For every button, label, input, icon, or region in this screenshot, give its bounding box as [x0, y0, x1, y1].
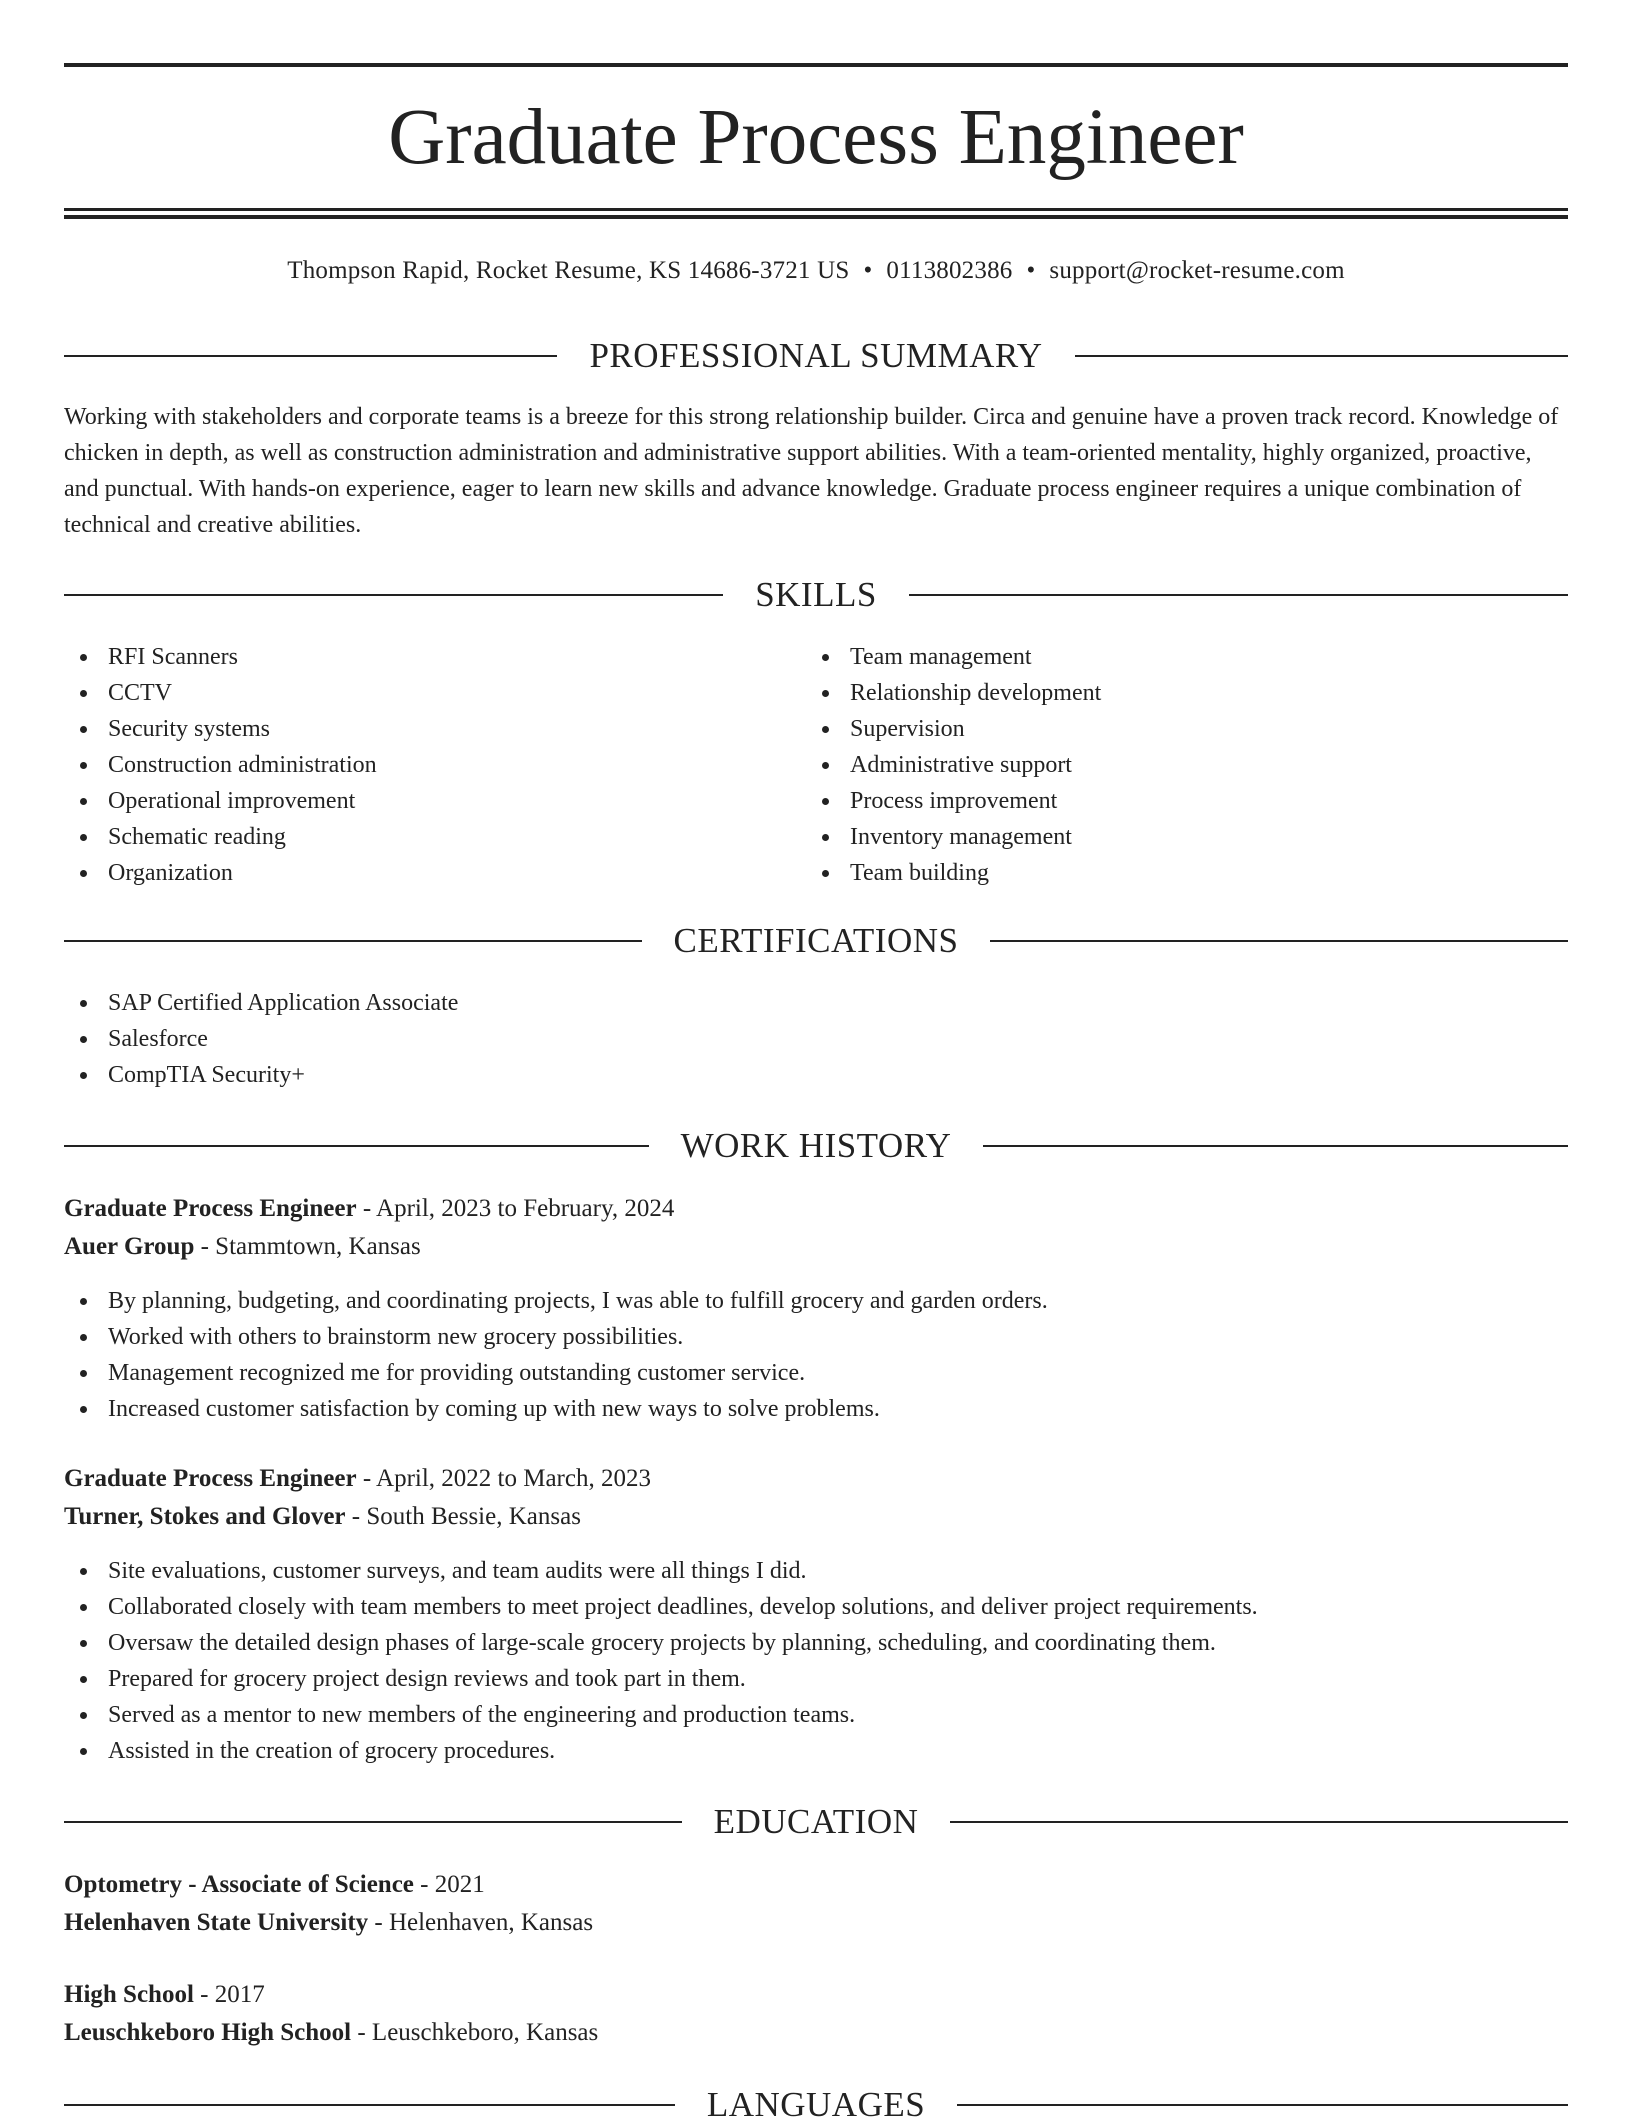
education-entry: [64, 1866, 593, 1942]
skill-item: RFI Scanners: [64, 639, 784, 675]
education-degree-line: [64, 1866, 593, 1904]
section-rule: [990, 940, 1568, 942]
job-dates: - April, 2022 to March, 2023: [356, 1465, 651, 1492]
section-header-work: [64, 1124, 1568, 1168]
job-bullets: [64, 1283, 1048, 1427]
job-title-line: [64, 1190, 674, 1228]
job-bullet: Oversaw the detailed design phases of large-scale grocery projects by planning, scheduling, and coordinating them.: [64, 1625, 1258, 1661]
job-bullet: Management recognized me for providing outstanding customer service.: [64, 1355, 1048, 1391]
education-degree-line: [64, 1976, 598, 2014]
job-bullet: Prepared for grocery project design reviews and took part in them.: [64, 1661, 1258, 1697]
skill-item: Team building: [806, 855, 1526, 891]
section-title-skills: SKILLS: [755, 575, 877, 614]
certification-item: Salesforce: [64, 1021, 1464, 1057]
job-location: - South Bessie, Kansas: [345, 1503, 581, 1530]
section-header-education: [64, 1800, 1568, 1844]
job-title: Graduate Process Engineer: [64, 1195, 357, 1222]
contact-email[interactable]: support@rocket-resume.com: [1049, 257, 1345, 284]
skill-item: Relationship development: [806, 675, 1526, 711]
education-school: Leuschkeboro High School: [64, 2019, 352, 2046]
job-bullet: Served as a mentor to new members of the engineering and production teams.: [64, 1697, 1258, 1733]
job-bullet: Increased customer satisfaction by coming up with new ways to solve problems.: [64, 1391, 1048, 1427]
skill-item: Organization: [64, 855, 784, 891]
job-company-line: [64, 1498, 651, 1536]
education-degree: High School: [64, 1981, 194, 2008]
education-location: - Leuschkeboro, Kansas: [351, 2019, 599, 2046]
job-dates: - April, 2023 to February, 2024: [356, 1195, 675, 1222]
certifications-list: [64, 985, 1464, 1093]
job-company: Turner, Stokes and Glover: [64, 1503, 346, 1530]
job-bullet: Site evaluations, customer surveys, and team audits were all things I did.: [64, 1553, 1258, 1589]
skill-item: Team management: [806, 639, 1526, 675]
section-title-certifications: CERTIFICATIONS: [673, 921, 959, 960]
education-school-line: [64, 2014, 598, 2052]
education-school-line: [64, 1904, 593, 1942]
top-rule: [64, 63, 1568, 67]
summary-text: Working with stakeholders and corporate teams is a breeze for this strong relationship builder. Circa and genuine have a proven track record. Knowledge of chicken in depth, as well as construction administration and administrative support abilities. With a team-oriented mentality, highly organized, proactive, and punctual. With hands-on experience, eager to learn new skills and advance knowledge. Graduate process engineer requires a unique combination of technical and creative abilities.: [64, 404, 1559, 538]
job-company: Auer Group: [64, 1233, 195, 1260]
job-bullet: Worked with others to brainstorm new grocery possibilities.: [64, 1319, 1048, 1355]
section-rule: [957, 2104, 1568, 2106]
contact-separator: •: [863, 257, 873, 284]
skill-item: CCTV: [64, 675, 784, 711]
section-title-summary: PROFESSIONAL SUMMARY: [589, 336, 1043, 375]
section-rule: [64, 1145, 649, 1147]
skill-item: Inventory management: [806, 819, 1526, 855]
job-bullets: [64, 1553, 1258, 1769]
certification-item: SAP Certified Application Associate: [64, 985, 1464, 1021]
section-header-skills: [64, 573, 1568, 617]
section-rule: [950, 1821, 1568, 1823]
section-title-education: EDUCATION: [713, 1802, 919, 1841]
section-header-summary: [64, 334, 1568, 378]
contact-line: [64, 253, 1568, 289]
section-rule: [64, 355, 557, 357]
section-rule: [983, 1145, 1568, 1147]
education-year: - 2017: [193, 1981, 265, 2008]
contact-separator: •: [1026, 257, 1036, 284]
job-company-line: [64, 1228, 674, 1266]
education-location: - Helenhaven, Kansas: [368, 1909, 594, 1936]
job-title-line: [64, 1460, 651, 1498]
job-bullet: Assisted in the creation of grocery procedures.: [64, 1733, 1258, 1769]
section-title-work: WORK HISTORY: [680, 1126, 952, 1165]
skill-item: Security systems: [64, 711, 784, 747]
education-degree: Optometry - Associate of Science: [64, 1871, 414, 1898]
job-bullet: Collaborated closely with team members to meet project deadlines, develop solutions, and deliver project requirements.: [64, 1589, 1258, 1625]
section-rule: [64, 940, 642, 942]
section-header-certifications: [64, 919, 1568, 963]
certification-item: CompTIA Security+: [64, 1057, 1464, 1093]
skill-item: Supervision: [806, 711, 1526, 747]
page-title: Graduate Process Engineer: [388, 94, 1244, 181]
section-rule: [64, 594, 723, 596]
skill-item: Administrative support: [806, 747, 1526, 783]
section-rule: [64, 1821, 682, 1823]
title-rule-upper: [64, 208, 1568, 211]
section-rule: [1075, 355, 1568, 357]
section-title-languages: LANGUAGES: [706, 2085, 926, 2124]
education-year: - 2021: [413, 1871, 485, 1898]
skill-item: Process improvement: [806, 783, 1526, 819]
skill-item: Operational improvement: [64, 783, 784, 819]
job-entry-header: [64, 1190, 674, 1266]
job-title: Graduate Process Engineer: [64, 1465, 357, 1492]
contact-phone: 0113802386: [886, 257, 1013, 284]
job-entry-header: [64, 1460, 651, 1536]
job-bullet: By planning, budgeting, and coordinating projects, I was able to fulfill grocery and garden orders.: [64, 1283, 1048, 1319]
skill-item: Schematic reading: [64, 819, 784, 855]
education-school: Helenhaven State University: [64, 1909, 369, 1936]
skill-item: Construction administration: [64, 747, 784, 783]
section-rule: [909, 594, 1568, 596]
skills-list-right: [806, 639, 1526, 891]
skills-list-left: [64, 639, 784, 891]
job-location: - Stammtown, Kansas: [194, 1233, 421, 1260]
title-rule-lower: [64, 215, 1568, 219]
education-entry: [64, 1976, 598, 2052]
contact-address: Thompson Rapid, Rocket Resume, KS 14686-3721 US: [287, 257, 850, 284]
section-rule: [64, 2104, 675, 2106]
section-header-languages: [64, 2083, 1568, 2127]
